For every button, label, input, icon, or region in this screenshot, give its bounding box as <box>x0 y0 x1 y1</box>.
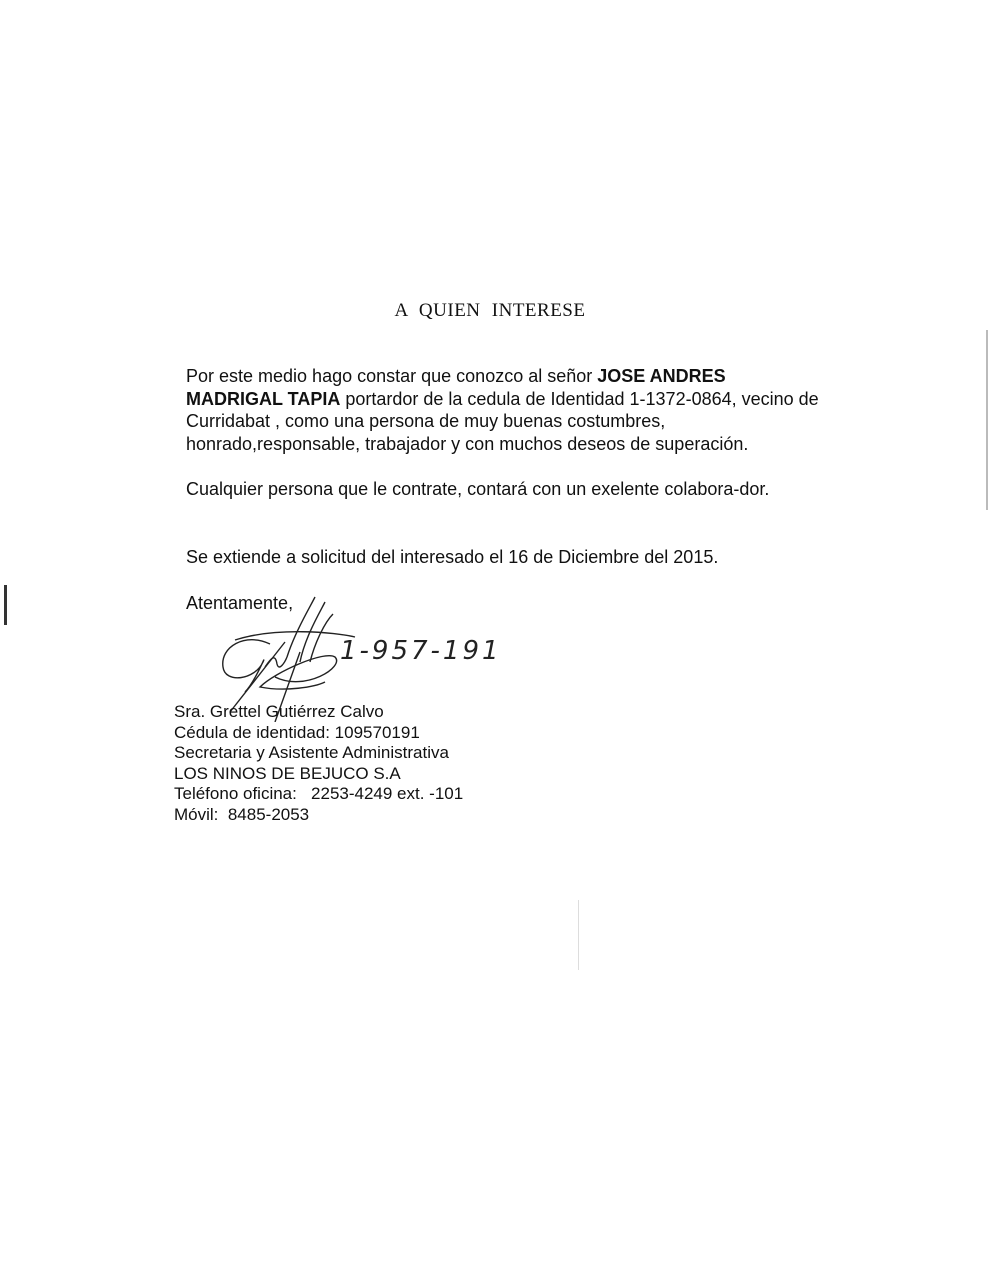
signer-id: Cédula de identidad: 109570191 <box>174 722 420 742</box>
signer-name: Sra. Grettel Gutiérrez Calvo <box>174 702 384 721</box>
intro-text: Por este medio hago constar que conozco al señor <box>186 366 598 386</box>
paragraph-recommendation: Cualquier persona que le contrate, contará con un exelente colabora-dor. <box>186 479 770 499</box>
document-title: A QUIEN INTERESE <box>394 300 586 321</box>
scan-artifact <box>4 585 7 625</box>
closing: Atentamente, <box>186 593 294 613</box>
signer-block <box>174 702 463 826</box>
scan-artifact <box>986 330 988 510</box>
intro-rest: portardor de la cedula de Identidad 1-1372-0864, vecino de Curridabat , como una persona de muy buenas costumbres, honrado,responsable, trabajador y con muchos deseos de superación. <box>186 388 819 454</box>
paragraph-date: Se extiende a solicitud del interesado el 16 de Diciembre del 2015. <box>186 547 719 567</box>
paragraph-introduction <box>186 365 826 455</box>
scan-artifact <box>578 900 579 970</box>
signature-id-number: 1-957-191 <box>340 636 502 666</box>
signer-mobile: Móvil: 8485-2053 <box>174 804 310 824</box>
person-name: JOSE ANDRES MADRIGAL TAPIA <box>186 366 726 409</box>
signer-phone: Teléfono oficina: 2253-4249 ext. -101 <box>174 784 464 804</box>
signer-company: LOS NINOS DE BEJUCO S.A <box>174 763 401 783</box>
signer-position: Secretaria y Asistente Administrativa <box>174 743 449 763</box>
